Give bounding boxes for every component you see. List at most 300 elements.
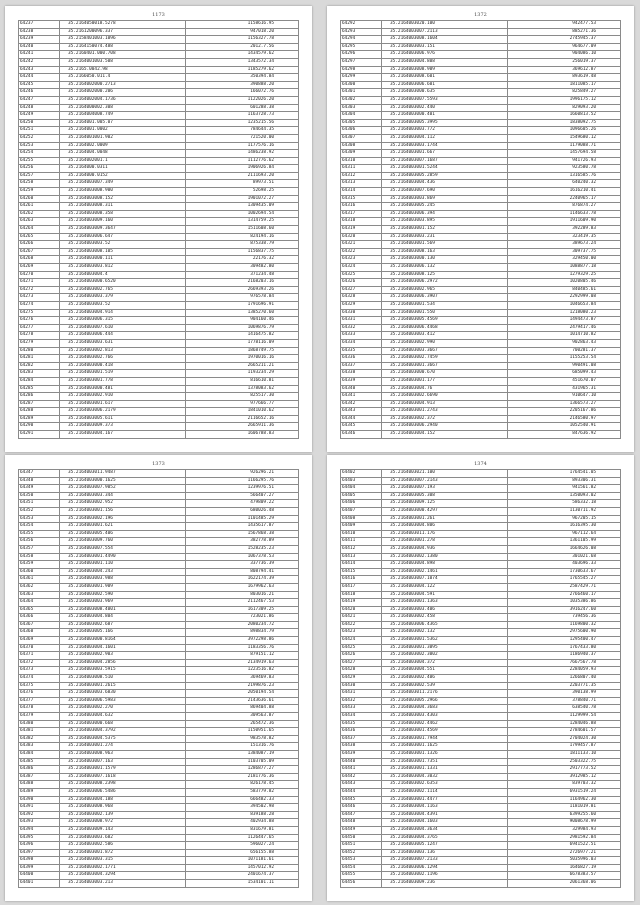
amount-cell: 1156327.78 — [186, 36, 299, 44]
row-id-cell: 64330 — [341, 309, 382, 317]
row-id-cell: 64347 — [19, 470, 60, 478]
table-row — [341, 644, 621, 652]
table-row — [19, 423, 299, 431]
row-id-cell: 64416 — [341, 576, 382, 584]
table-row — [19, 857, 299, 865]
amount-cell: 976578.84 — [186, 294, 299, 302]
row-id-cell: 64337 — [341, 362, 382, 370]
code-cell: 35.2164002000.2713 — [60, 81, 186, 89]
code-cell: 35.2164003000.130 — [382, 256, 508, 264]
amount-cell: 1366573.27 — [508, 400, 621, 408]
table-row — [341, 796, 621, 804]
row-id-cell: 64341 — [341, 393, 382, 401]
table-row — [19, 241, 299, 249]
table-row — [341, 470, 621, 478]
table-row — [19, 826, 299, 834]
code-cell: 35.2164003005.2859 — [382, 172, 508, 180]
table-row — [19, 119, 299, 127]
document-page-2 — [327, 6, 634, 452]
code-cell: 35.2164003001.5244 — [382, 165, 508, 173]
amount-cell: 89973.51 — [186, 180, 299, 188]
table-row — [341, 377, 621, 385]
amount-cell: 2784601.57 — [508, 728, 621, 736]
table-row — [19, 599, 299, 607]
amount-cell: 990491.08 — [508, 362, 621, 370]
amount-cell: 831679.81 — [186, 826, 299, 834]
table-row — [19, 788, 299, 796]
row-id-cell: 64389 — [19, 788, 60, 796]
table-row — [19, 188, 299, 196]
amount-cell: 739456.36 — [508, 614, 621, 622]
table-row — [19, 256, 299, 264]
table-row — [341, 773, 621, 781]
amount-cell: 301021.68 — [508, 553, 621, 561]
table-row — [19, 172, 299, 180]
amount-cell: 824194.16 — [186, 233, 299, 241]
amount-cell: 2050194.54 — [186, 690, 299, 698]
row-id-cell: 64256 — [19, 165, 60, 173]
row-id-cell: 64342 — [341, 400, 382, 408]
code-cell: 35.2164003000.670 — [382, 370, 508, 378]
code-cell: 35.2164003002.990 — [382, 339, 508, 347]
table-row — [341, 264, 621, 272]
code-cell: 35.2164003004.898 — [382, 561, 508, 569]
amount-cell: 6941522.51 — [508, 842, 621, 850]
table-row — [19, 796, 299, 804]
row-id-cell: 64360 — [19, 568, 60, 576]
amount-cell: 1361105.99 — [508, 538, 621, 546]
code-cell: 35.2164003006.2179 — [60, 408, 186, 416]
code-cell: 35.2164003002.6353 — [382, 781, 508, 789]
amount-cell: 1185279.62 — [186, 66, 299, 74]
row-id-cell: 64271 — [19, 279, 60, 287]
table-row — [341, 112, 621, 120]
table-row — [341, 667, 621, 675]
row-id-cell: 64281 — [19, 355, 60, 363]
row-id-cell: 64369 — [19, 637, 60, 645]
row-id-cell: 64400 — [19, 872, 60, 880]
row-id-cell: 64394 — [19, 826, 60, 834]
row-id-cell: 64412 — [341, 545, 382, 553]
row-id-cell: 64273 — [19, 294, 60, 302]
table-row — [19, 286, 299, 294]
row-id-cell: 64325 — [341, 271, 382, 279]
table-row — [19, 294, 299, 302]
amount-cell: 9008678.99 — [508, 819, 621, 827]
code-cell: 35.2164003002.7459 — [382, 355, 508, 363]
row-id-cell: 64368 — [19, 629, 60, 637]
amount-cell: 1679962.63 — [186, 583, 299, 591]
table-row — [341, 728, 621, 736]
code-cell: 35.2164003004.551 — [382, 667, 508, 675]
row-id-cell: 64261 — [19, 203, 60, 211]
code-cell: 35.2164003001.550 — [382, 309, 508, 317]
table-row — [19, 470, 299, 478]
code-cell: 35.2164003006.2972 — [382, 279, 508, 287]
row-id-cell: 64403 — [341, 477, 382, 485]
table-row — [341, 682, 621, 690]
row-id-cell: 64276 — [19, 317, 60, 325]
code-cell: 35.2164003009.143 — [60, 826, 186, 834]
code-cell: 35.2164003001.2743 — [382, 408, 508, 416]
row-id-cell: 64251 — [19, 127, 60, 135]
row-id-cell: 64279 — [19, 339, 60, 347]
table-row — [341, 857, 621, 865]
row-id-cell: 64269 — [19, 264, 60, 272]
table-row — [341, 157, 621, 165]
row-id-cell: 64343 — [341, 408, 382, 416]
code-cell: 35.2164003007.1687 — [382, 157, 508, 165]
table-row — [19, 720, 299, 728]
table-row — [19, 568, 299, 576]
table-row — [19, 226, 299, 234]
row-id-cell: 64420 — [341, 606, 382, 614]
amount-cell: 1343572.34 — [186, 58, 299, 66]
row-id-cell: 64317 — [341, 210, 382, 218]
row-id-cell: 64431 — [341, 690, 382, 698]
amount-cell: 166072.76 — [186, 89, 299, 97]
row-id-cell: 64362 — [19, 583, 60, 591]
table-row — [341, 43, 621, 51]
data-table — [340, 20, 621, 439]
code-cell: 35.2164003009.373 — [60, 423, 186, 431]
code-cell: 35.2164003001.156 — [60, 507, 186, 515]
amount-cell: 583779.82 — [186, 788, 299, 796]
table-row — [341, 347, 621, 355]
table-row — [341, 811, 621, 819]
table-row — [341, 507, 621, 515]
amount-cell: 941726.93 — [508, 157, 621, 165]
code-cell: 35.2164003001.278 — [382, 538, 508, 546]
amount-cell: 2284059.93 — [508, 667, 621, 675]
amount-cell: 2726977.21 — [508, 849, 621, 857]
code-cell: 35.2164003003.4303 — [382, 713, 508, 721]
row-id-cell: 64244 — [19, 74, 60, 82]
amount-cell: 2587429.71 — [508, 583, 621, 591]
row-id-cell: 64352 — [19, 507, 60, 515]
table-row — [19, 385, 299, 393]
amount-cell: 1169800.32 — [508, 621, 621, 629]
amount-cell: 885271.36 — [508, 28, 621, 36]
code-cell: 35.2164003004.806 — [382, 523, 508, 531]
table-row — [341, 591, 621, 599]
table-row — [341, 393, 621, 401]
code-cell: 35.2164003003.772 — [382, 127, 508, 135]
row-id-cell: 64310 — [341, 157, 382, 165]
row-id-cell: 64437 — [341, 735, 382, 743]
code-cell: 35.2164003008.105 — [60, 248, 186, 256]
code-cell: 35.2164003000.401 — [382, 112, 508, 120]
row-id-cell: 64335 — [341, 347, 382, 355]
row-id-cell: 64354 — [19, 523, 60, 531]
amount-cell: 1534101.11 — [186, 880, 299, 888]
amount-cell: 2181776.36 — [186, 773, 299, 781]
amount-cell: 2665911.36 — [186, 423, 299, 431]
table-row — [19, 309, 299, 317]
row-id-cell: 64295 — [341, 43, 382, 51]
code-cell: 35.2164003003.5915 — [60, 667, 186, 675]
row-id-cell: 64378 — [19, 705, 60, 713]
amount-cell: 1035386.86 — [508, 599, 621, 607]
code-cell: 35.2164003006.315 — [60, 317, 186, 325]
table-row — [341, 500, 621, 508]
row-id-cell: 64239 — [19, 36, 60, 44]
table-row — [341, 834, 621, 842]
table-row — [341, 492, 621, 500]
code-cell: 35.2164003000.668 — [60, 720, 186, 728]
table-row — [19, 834, 299, 842]
code-cell: 35.2164003002.586 — [60, 842, 186, 850]
table-row — [19, 81, 299, 89]
table-row — [19, 195, 299, 203]
row-id-cell: 64364 — [19, 599, 60, 607]
code-cell: 35.2164003002.440 — [382, 104, 508, 112]
code-cell: 35.2164003004.913 — [382, 400, 508, 408]
table-row — [19, 758, 299, 766]
table-row — [19, 180, 299, 188]
code-cell: 35.2164003001.617 — [60, 400, 186, 408]
code-cell: 35.2164003003.151 — [382, 43, 508, 51]
code-cell: 35.2166050.011.4 — [60, 74, 186, 82]
table-row — [19, 370, 299, 378]
amount-cell: 839703.32 — [508, 781, 621, 789]
code-cell: 35.2164003002.1461 — [382, 568, 508, 576]
amount-cell: 1457012.92 — [186, 864, 299, 872]
table-row — [341, 134, 621, 142]
table-row — [19, 811, 299, 819]
amount-cell: 2704024.30 — [508, 735, 621, 743]
table-row — [19, 606, 299, 614]
code-cell: 35.2164003004.167 — [60, 431, 186, 439]
row-id-cell: 64386 — [19, 766, 60, 774]
table-row — [341, 788, 621, 796]
amount-cell: 2292999.08 — [508, 294, 621, 302]
amount-cell: 2146580.97 — [508, 415, 621, 423]
code-cell: 35.2164003004.808 — [382, 58, 508, 66]
row-id-cell: 64404 — [341, 485, 382, 493]
amount-cell: 723021.86 — [186, 614, 299, 622]
code-cell: 35.2164003001.177 — [382, 377, 508, 385]
row-id-cell: 64425 — [341, 644, 382, 652]
amount-cell: 1177576.16 — [186, 142, 299, 150]
amount-cell: 1384087.19 — [186, 750, 299, 758]
row-id-cell: 64424 — [341, 637, 382, 645]
code-cell: 35.2164003003.136 — [382, 849, 508, 857]
table-row — [19, 355, 299, 363]
amount-cell: 2112467.53 — [186, 599, 299, 607]
row-id-cell: 64327 — [341, 286, 382, 294]
row-id-cell: 64266 — [19, 241, 60, 249]
amount-cell: 700281.37 — [508, 347, 621, 355]
amount-cell: 1067378.53 — [186, 553, 299, 561]
table-row — [341, 408, 621, 416]
row-id-cell: 64345 — [341, 423, 382, 431]
code-cell: 35.2164003011.9487 — [60, 470, 186, 478]
table-row — [19, 301, 299, 309]
code-cell: 35.2164003008.963 — [60, 750, 186, 758]
page-number: 1173 — [152, 12, 165, 18]
document-page-1 — [5, 6, 312, 452]
table-row — [19, 659, 299, 667]
code-cell: 35.2164003008.972 — [60, 819, 186, 827]
code-cell: 35.2164003004.3294 — [60, 872, 186, 880]
row-id-cell: 64396 — [19, 842, 60, 850]
row-id-cell: 64363 — [19, 591, 60, 599]
amount-cell: 840485.61 — [508, 286, 621, 294]
amount-cell: 2116652.16 — [186, 415, 299, 423]
table-row — [19, 621, 299, 629]
code-cell: 35.2164003000.111 — [60, 256, 186, 264]
row-id-cell: 64358 — [19, 553, 60, 561]
code-cell: 35.2164003003.379 — [60, 294, 186, 302]
code-cell: 35.2164003008.900 — [60, 188, 186, 196]
code-cell: 35.2164003007.193 — [382, 485, 508, 493]
row-id-cell: 64444 — [341, 788, 382, 796]
code-cell: 35.2164003002.910 — [60, 393, 186, 401]
code-cell: 35.2164003001.872 — [60, 849, 186, 857]
code-cell: 35.2164003004.3634 — [382, 826, 508, 834]
row-id-cell: 64398 — [19, 857, 60, 865]
table-row — [341, 864, 621, 872]
row-id-cell: 64290 — [19, 423, 60, 431]
table-row — [19, 781, 299, 789]
code-cell: 35.2160401.000.708 — [60, 51, 186, 59]
code-cell: 35.2164003008.1604 — [382, 36, 508, 44]
amount-cell: 2766460.17 — [508, 591, 621, 599]
amount-cell: 904160.46 — [186, 317, 299, 325]
row-id-cell: 64387 — [19, 773, 60, 781]
row-id-cell: 64301 — [341, 89, 382, 97]
amount-cell: 803016.21 — [186, 591, 299, 599]
code-cell: 35.2164003001.4569 — [382, 728, 508, 736]
row-id-cell: 64272 — [19, 286, 60, 294]
table-row — [341, 576, 621, 584]
code-cell: 35.2164004.0048 — [60, 150, 186, 158]
amount-cell: 52698.25 — [186, 188, 299, 196]
amount-cell: 256019.37 — [508, 58, 621, 66]
amount-cell: 2503322.75 — [508, 758, 621, 766]
table-row — [341, 241, 621, 249]
code-cell: 35.2164003001.1363 — [382, 599, 508, 607]
amount-cell: 1126447.65 — [186, 834, 299, 842]
amount-cell: 369469.83 — [186, 675, 299, 683]
code-cell: 35.2164003004.591 — [382, 591, 508, 599]
table-row — [19, 477, 299, 485]
amount-cell: 1002694.54 — [186, 210, 299, 218]
row-id-cell: 64353 — [19, 515, 60, 523]
table-row — [19, 576, 299, 584]
table-row — [341, 51, 621, 59]
code-cell: 35.2164003004.2856 — [60, 659, 186, 667]
table-row — [341, 758, 621, 766]
amount-cell: 947018.20 — [186, 28, 299, 36]
amount-cell: 1158616.95 — [186, 21, 299, 29]
row-id-cell: 64275 — [19, 309, 60, 317]
table-row — [341, 127, 621, 135]
row-id-cell: 64406 — [341, 500, 382, 508]
amount-cell: 829093.20 — [508, 104, 621, 112]
row-id-cell: 64440 — [341, 758, 382, 766]
code-cell: 35.2164003004.3765 — [382, 834, 508, 842]
code-cell: 35.2164003003.406 — [382, 606, 508, 614]
table-row — [341, 248, 621, 256]
table-row — [19, 507, 299, 515]
amount-cell: 1155253.54 — [508, 355, 621, 363]
table-row — [19, 804, 299, 812]
amount-cell: 1622174.39 — [186, 576, 299, 584]
table-row — [19, 134, 299, 142]
amount-cell: 596027.24 — [186, 842, 299, 850]
data-table — [340, 469, 621, 888]
table-row — [19, 515, 299, 523]
row-id-cell: 64393 — [19, 819, 60, 827]
code-cell: 35.2164003008.4001 — [60, 606, 186, 614]
code-cell: 35.2164003005.611 — [60, 415, 186, 423]
code-cell: 35.2164003005.2966 — [382, 697, 508, 705]
table-row — [341, 142, 621, 150]
amount-cell: 151316.76 — [186, 743, 299, 751]
row-id-cell: 64322 — [341, 248, 382, 256]
code-cell: 35.2164003007.2143 — [382, 477, 508, 485]
code-cell: 35.2164003002.3002 — [382, 652, 508, 660]
amount-cell: 1617309.25 — [186, 606, 299, 614]
amount-cell: 977666.77 — [186, 400, 299, 408]
row-id-cell: 64246 — [19, 89, 60, 97]
row-id-cell: 64450 — [341, 834, 382, 842]
row-id-cell: 64436 — [341, 728, 382, 736]
table-row — [19, 773, 299, 781]
amount-cell: 265472.36 — [186, 720, 299, 728]
amount-cell: 7667567.78 — [508, 659, 621, 667]
amount-cell: 1218080.23 — [508, 309, 621, 317]
table-row — [19, 279, 299, 287]
amount-cell: 1911609.90 — [508, 218, 621, 226]
row-id-cell: 64274 — [19, 301, 60, 309]
code-cell: 35.2164003004.804 — [60, 614, 186, 622]
table-row — [341, 355, 621, 363]
amount-cell: 5035996.03 — [508, 857, 621, 865]
row-id-cell: 64318 — [341, 218, 382, 226]
row-id-cell: 64264 — [19, 226, 60, 234]
row-id-cell: 64434 — [341, 713, 382, 721]
amount-cell: 1435617.87 — [186, 523, 299, 531]
row-id-cell: 64242 — [19, 58, 60, 66]
row-id-cell: 64305 — [341, 119, 382, 127]
amount-cell: 893619.48 — [508, 74, 621, 82]
amount-cell: 1163728.73 — [186, 112, 299, 120]
row-id-cell: 64397 — [19, 849, 60, 857]
code-cell: 35.2164003001.152 — [382, 226, 508, 234]
row-id-cell: 64323 — [341, 256, 382, 264]
table-row — [341, 119, 621, 127]
code-cell: 35.2164003002.196 — [60, 515, 186, 523]
code-cell: 35.2164003002.372 — [382, 415, 508, 423]
code-cell: 35.2164150074.488 — [60, 43, 186, 51]
row-id-cell: 64254 — [19, 150, 60, 158]
amount-cell: 2975600.90 — [508, 629, 621, 637]
row-id-cell: 64350 — [19, 492, 60, 500]
code-cell: 35.2164003003.315 — [60, 857, 186, 865]
table-row — [19, 393, 299, 401]
row-id-cell: 64405 — [341, 492, 382, 500]
code-cell: 35.2164003004.152 — [382, 431, 508, 439]
table-row — [19, 675, 299, 683]
table-row — [19, 728, 299, 736]
amount-cell: 721520.00 — [186, 134, 299, 142]
table-row — [341, 180, 621, 188]
row-id-cell: 64377 — [19, 697, 60, 705]
amount-cell: 1511608.60 — [186, 226, 299, 234]
